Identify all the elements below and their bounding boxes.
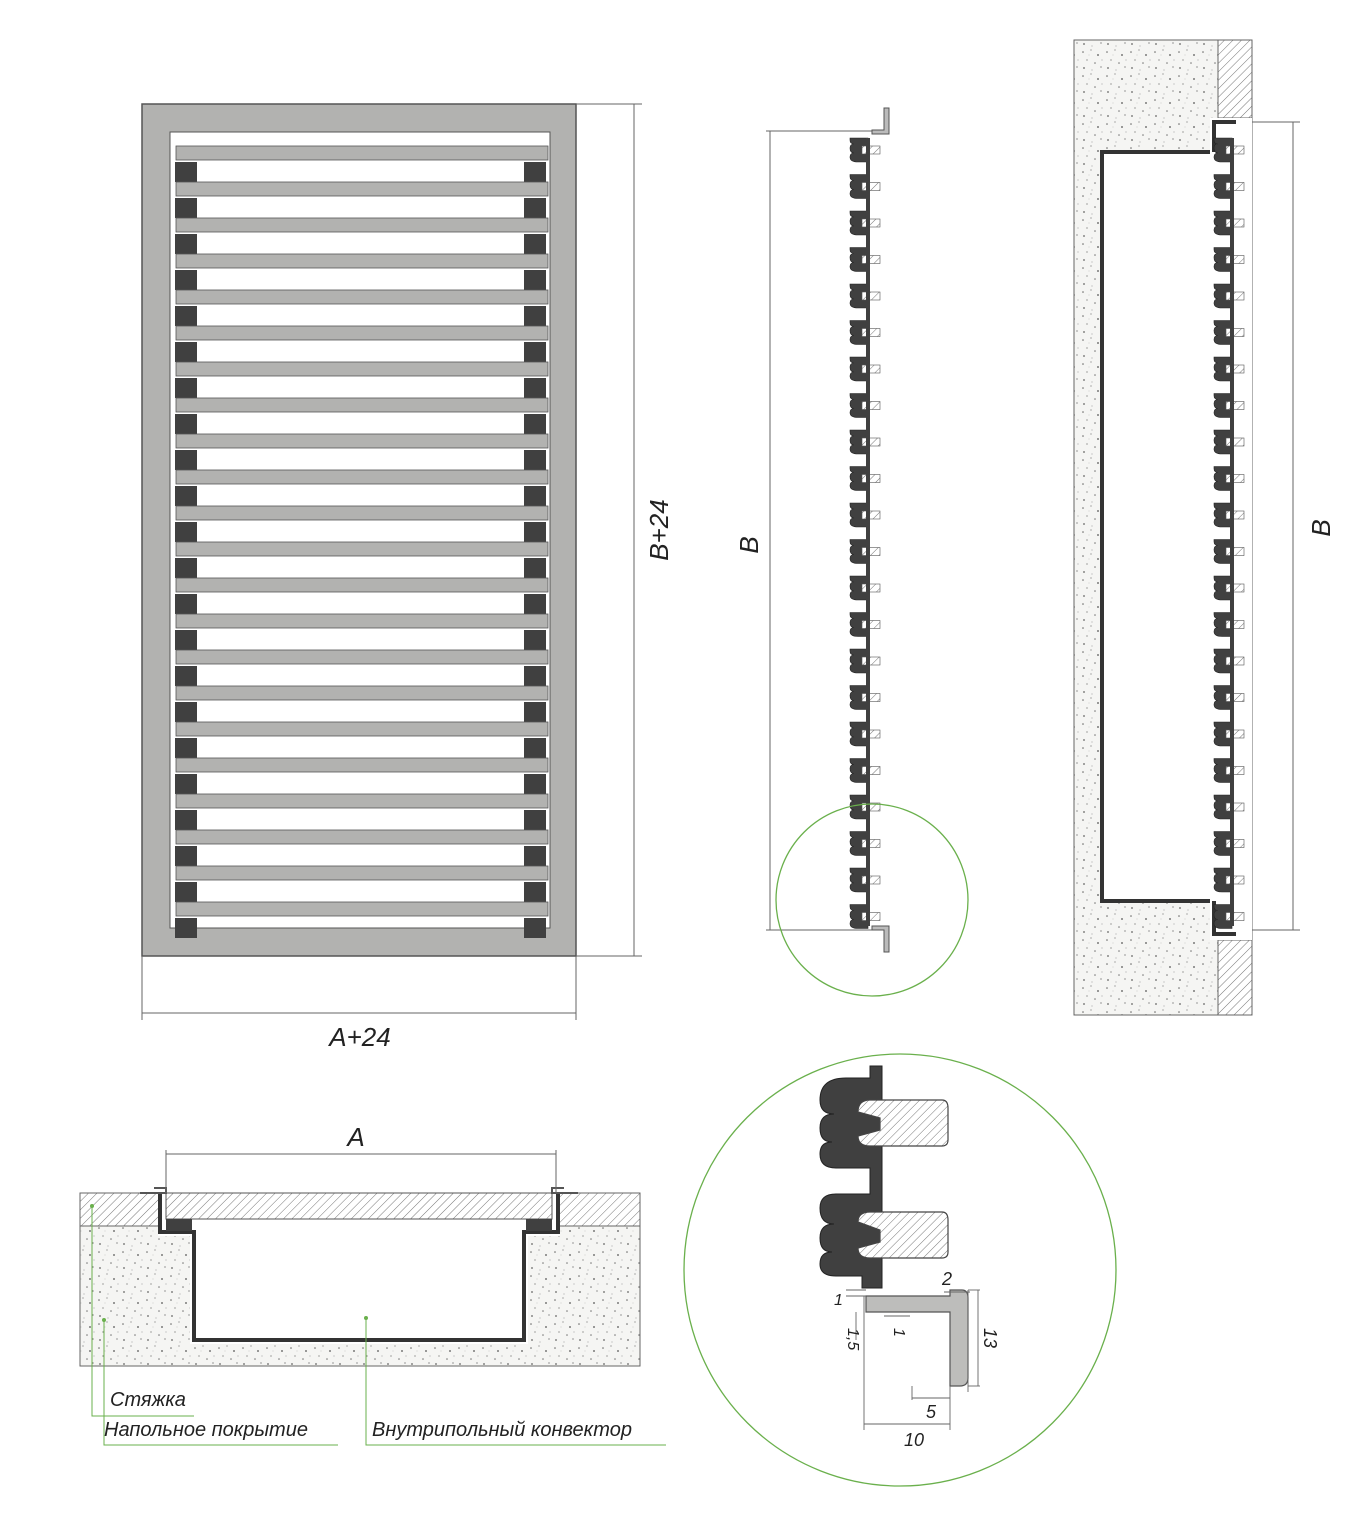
section-support-left <box>166 1219 192 1231</box>
side-view <box>734 108 968 996</box>
spacer-block-right <box>524 306 546 326</box>
leader-dot-screed <box>90 1204 94 1208</box>
profile-slat <box>862 730 880 738</box>
profile-slat <box>862 584 880 592</box>
spacer-block-left <box>175 666 197 686</box>
profile-slat <box>862 876 880 884</box>
spacer-block-left <box>175 162 197 182</box>
spacer-block-left <box>175 414 197 434</box>
profile-slat <box>1226 511 1244 519</box>
dim-height-top <box>576 104 642 956</box>
profile-slat <box>862 767 880 775</box>
profile-slat <box>1226 256 1244 264</box>
spacer-block-left <box>175 810 197 830</box>
profile-slat <box>1226 694 1244 702</box>
profile-slat <box>1226 621 1244 629</box>
detail-dim-5: 5 <box>926 1402 937 1422</box>
profile-slat <box>1226 292 1244 300</box>
spacer-block-left <box>175 702 197 722</box>
label-convector: Внутрипольный конвектор <box>372 1419 632 1441</box>
profile-slat <box>1226 146 1244 154</box>
profile-slat <box>862 146 880 154</box>
profile-slat <box>1226 730 1244 738</box>
grille-slat <box>176 686 548 700</box>
grille-slat <box>176 578 548 592</box>
grille-slat <box>176 434 548 448</box>
floor-covering-bottom <box>1218 940 1252 1015</box>
cross-section <box>80 1122 666 1445</box>
profile-slat <box>862 329 880 337</box>
profile-slat <box>862 256 880 264</box>
spacer-block-right <box>524 882 546 902</box>
profile-slat <box>1226 438 1244 446</box>
profile-slat <box>1226 402 1244 410</box>
spacer-block-right <box>524 630 546 650</box>
dim-label-b24: B+24 <box>644 499 674 561</box>
profile-slat <box>862 840 880 848</box>
grille-slat <box>176 398 548 412</box>
profile-slat <box>1226 803 1244 811</box>
grille-slat <box>176 218 548 232</box>
dim-label-a24: A+24 <box>329 1022 391 1052</box>
label-floor-covering: Напольное покрытие <box>104 1419 308 1441</box>
spacer-block-right <box>524 162 546 182</box>
dim-width-section <box>166 1150 556 1193</box>
spacer-block-right <box>524 270 546 290</box>
profile-slat <box>862 913 880 921</box>
dim-label-a: A <box>347 1122 365 1152</box>
spacer-block-left <box>175 558 197 578</box>
profile-slat <box>1226 913 1244 921</box>
spacer-block-left <box>175 342 197 362</box>
grille-slat <box>176 182 548 196</box>
spacer-block-right <box>524 486 546 506</box>
profile-slat <box>1226 767 1244 775</box>
spacer-block-right <box>524 594 546 614</box>
spacer-block-left <box>175 450 197 470</box>
profile-slat <box>862 511 880 519</box>
grille-slat <box>176 290 548 304</box>
spacer-block-right <box>524 198 546 218</box>
dim-label-b-installed: B <box>1306 519 1336 537</box>
floor-covering-top <box>1218 40 1252 118</box>
side-top-bracket <box>872 108 889 134</box>
profile-slat <box>862 183 880 191</box>
dim-label-b-side: B <box>734 536 764 554</box>
grille-opening <box>170 132 550 928</box>
spacer-block-right <box>524 702 546 722</box>
detail-view <box>684 1054 1116 1486</box>
profile-slat <box>1226 219 1244 227</box>
spacer-block-right <box>524 558 546 578</box>
spacer-block-right <box>524 234 546 254</box>
profile-slat <box>1226 548 1244 556</box>
spacer-block-left <box>175 486 197 506</box>
spacer-block-left <box>175 918 197 938</box>
spacer-block-left <box>175 378 197 398</box>
grille-slat <box>176 146 548 160</box>
spacer-block-right <box>524 738 546 758</box>
detail-dim-1-top: 1 <box>834 1292 843 1309</box>
grille-slat <box>176 362 548 376</box>
spacer-block-left <box>175 234 197 254</box>
grille-slat <box>176 866 548 880</box>
grille-slat <box>176 650 548 664</box>
grille-slat <box>176 254 548 268</box>
spacer-block-left <box>175 306 197 326</box>
grille-slat <box>176 902 548 916</box>
spacer-block-left <box>175 882 197 902</box>
section-floor-right <box>558 1193 640 1226</box>
profile-slat <box>862 219 880 227</box>
grille-slat <box>176 542 548 556</box>
label-screed: Стяжка <box>110 1389 186 1411</box>
installed-view <box>1074 40 1336 1015</box>
detail-dim-2: 2 <box>942 1269 953 1289</box>
profile-spine <box>1230 138 1234 926</box>
spacer-block-right <box>524 450 546 470</box>
profile-slat <box>1226 584 1244 592</box>
profile-slat <box>1226 876 1244 884</box>
spacer-block-right <box>524 846 546 866</box>
convector-trough <box>1102 152 1214 901</box>
profile-slat <box>1226 329 1244 337</box>
grille-slat <box>176 470 548 484</box>
leader-dot-floor <box>102 1318 106 1322</box>
profile-slat <box>862 365 880 373</box>
spacer-block-right <box>524 666 546 686</box>
grille-slat <box>176 794 548 808</box>
spacer-block-left <box>175 846 197 866</box>
leader-dot-convector <box>364 1316 368 1320</box>
profile-slat <box>862 548 880 556</box>
spacer-block-left <box>175 270 197 290</box>
top-view <box>142 104 674 1052</box>
profile-slat <box>1226 657 1244 665</box>
spacer-block-right <box>524 378 546 398</box>
spacer-block-left <box>175 522 197 542</box>
profile-slat <box>1226 365 1244 373</box>
spacer-block-left <box>175 594 197 614</box>
spacer-block-left <box>175 774 197 794</box>
spacer-block-right <box>524 810 546 830</box>
detail-dim-1-inner: 1 <box>890 1328 907 1337</box>
spacer-block-right <box>524 522 546 542</box>
dim-height-installed <box>1252 122 1300 930</box>
side-bottom-bracket <box>872 926 889 952</box>
spacer-block-left <box>175 630 197 650</box>
section-grille <box>166 1193 552 1219</box>
grille-slat <box>176 758 548 772</box>
profile-slat <box>1226 475 1244 483</box>
profile-slat <box>862 438 880 446</box>
section-edge-left <box>140 1188 166 1193</box>
profile-slat <box>1226 840 1244 848</box>
dim-width-top <box>142 956 576 1020</box>
detail-callout-circle <box>776 804 968 996</box>
profile-slat <box>862 657 880 665</box>
grille-slat <box>176 830 548 844</box>
spacer-block-right <box>524 342 546 362</box>
grille-slat <box>176 326 548 340</box>
profile-slat <box>862 292 880 300</box>
side-profile <box>850 138 880 929</box>
profile-slat <box>862 694 880 702</box>
grille-slat <box>176 614 548 628</box>
profile-slat <box>862 402 880 410</box>
profile-slat <box>862 475 880 483</box>
spacer-block-left <box>175 738 197 758</box>
section-support-right <box>526 1219 552 1231</box>
profile-slat <box>1226 183 1244 191</box>
spacer-block-right <box>524 918 546 938</box>
spacer-block-right <box>524 774 546 794</box>
spacer-block-right <box>524 414 546 434</box>
grille-slat <box>176 506 548 520</box>
grille-slat <box>176 722 548 736</box>
detail-dim-1-5: 1,5 <box>844 1328 861 1351</box>
profile-spine <box>866 138 870 926</box>
detail-dim-10: 10 <box>904 1430 925 1450</box>
detail-dim-13: 13 <box>980 1328 1000 1349</box>
profile-slat <box>862 621 880 629</box>
spacer-block-left <box>175 198 197 218</box>
